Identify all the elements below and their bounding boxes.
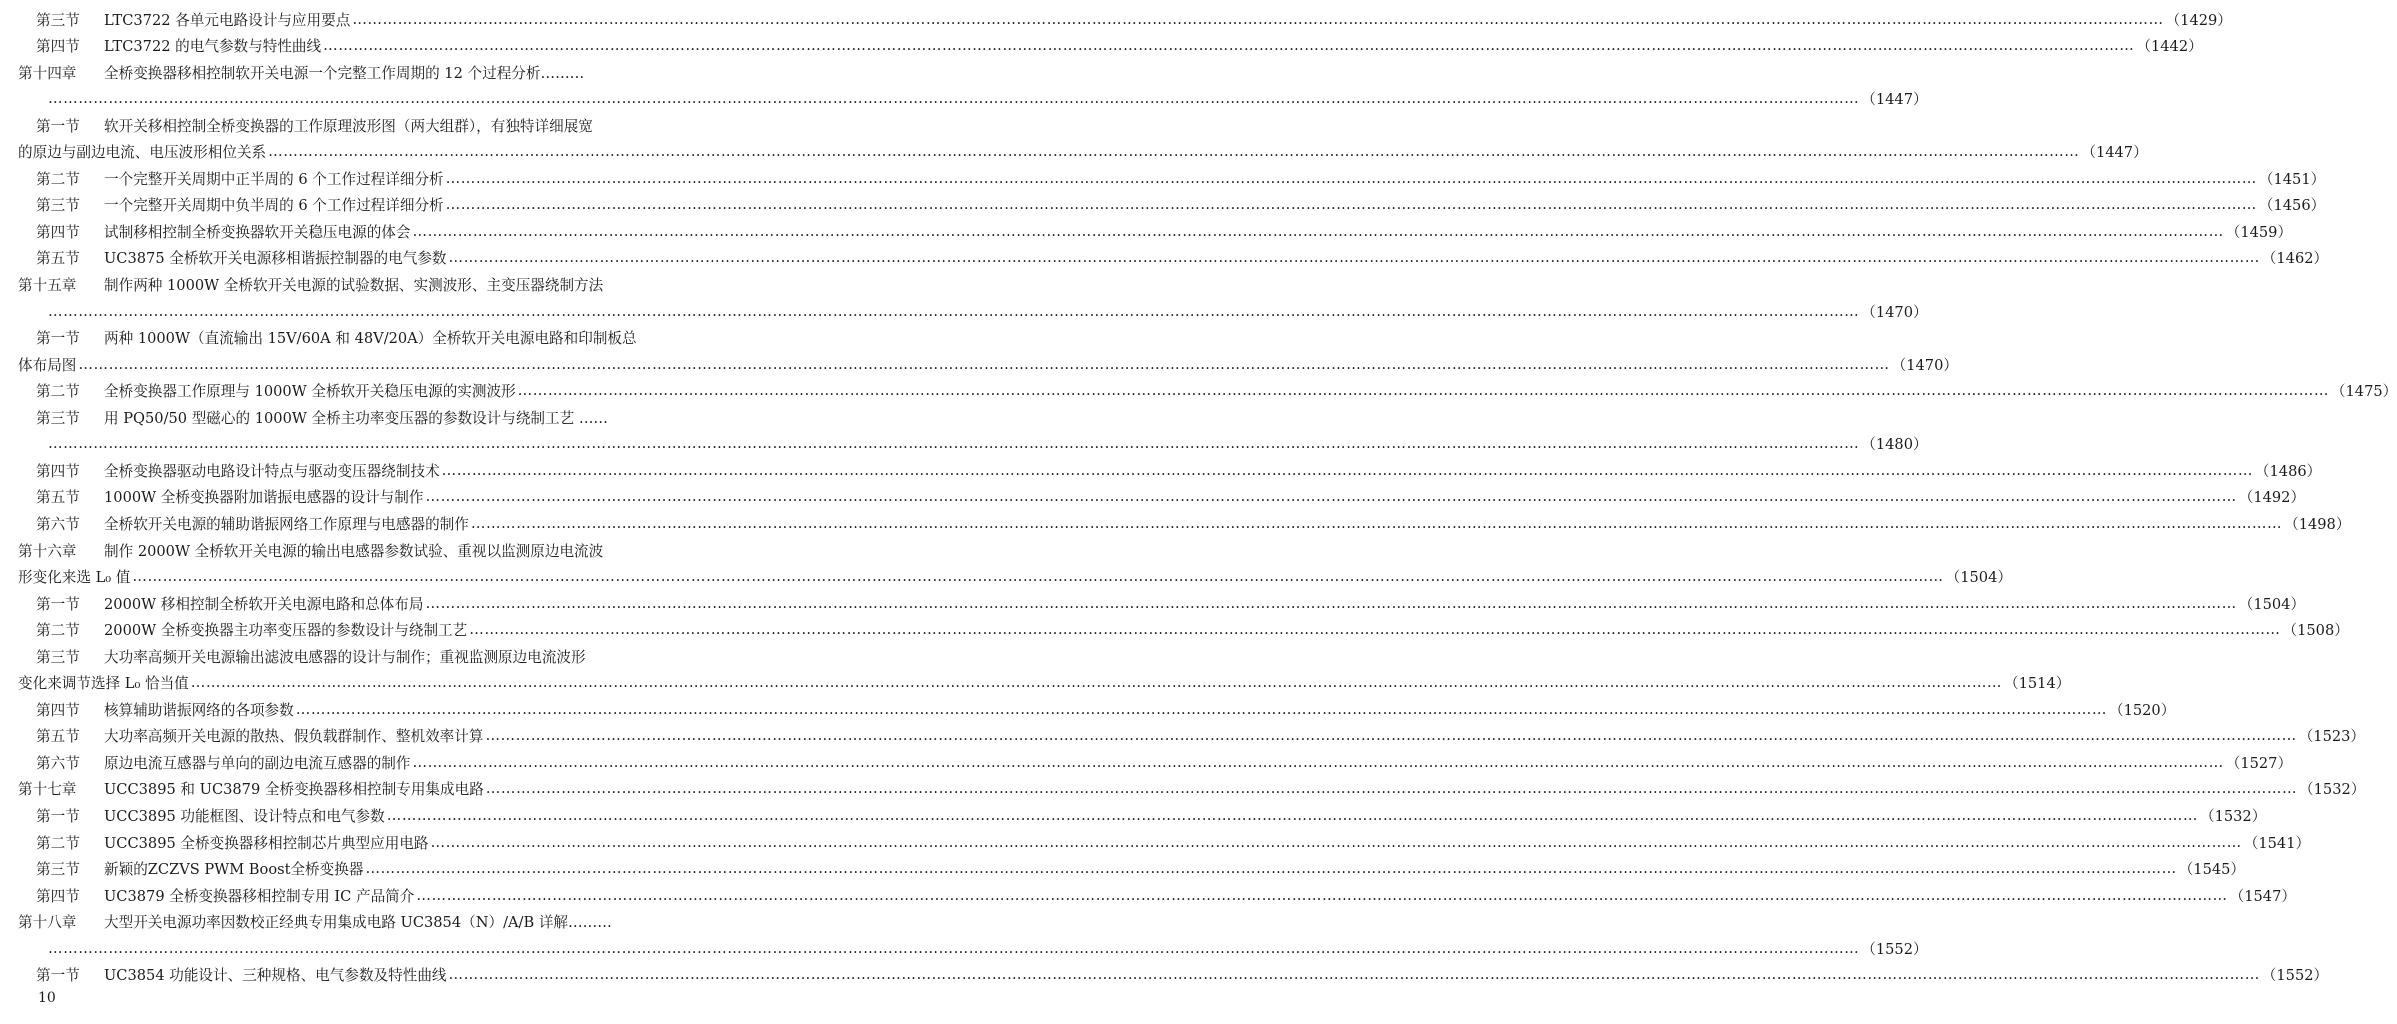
toc-chapter-entry [18,272,684,298]
toc-leader-dots: ……………………………………………………………………………………………………………………………………………………………………………………………………………………………………………………………………………………………………………………………… [425,488,2237,506]
toc-section-entry [36,192,2326,218]
toc-section-entry [36,617,2349,643]
toc-page-ref: （1552） [1861,940,1928,958]
toc-entry-title: UC3875 全桥软开关电源移相谐振控制器的电气参数 [104,250,447,268]
toc-page-ref: （1480） [1861,436,1928,454]
toc-leader-dots: ……………………………………………………………………………………………………………………………………………………………………………………………………………………………………………………………………………………………………………………………… [48,939,1860,957]
toc-entry-label: 第四节 [36,223,80,241]
toc-section-entry [36,829,2311,855]
toc-continuation-text: 形变化来选 L₀ 值 [18,569,131,587]
toc-continuation-line [18,139,2148,165]
toc-entry-title: UCC3895 和 UC3879 全桥变换器移相控制专用集成电路 [104,781,484,799]
toc-page-ref: （1547） [2229,887,2296,905]
toc-continuation-line [46,431,1928,457]
toc-leader-dots: ……………………………………………………………………………………………………………………………………………………………………………………………………………………………………………………………………………………………………………………………… [425,594,2237,612]
toc-entry-label: 第三节 [36,11,80,29]
toc-entry-title: 全桥变换器驱动电路设计特点与驱动变压器绕制技术 [104,462,440,480]
toc-section-entry [36,856,2246,882]
toc-section-entry [36,33,2203,59]
toc-entry-label: 第二节 [36,834,80,852]
toc-page-ref: （1504） [1945,569,2012,587]
toc-entry-label: 第四节 [36,701,80,719]
toc-leader-dots: ……………………………………………………………………………………………………………………………………………………………………………………………………………………………………………………………………………………………………………………………… [132,568,1944,586]
toc-page-ref: （1508） [2282,622,2349,640]
toc-entry-label: 第二节 [36,170,80,188]
toc-page-ref: （1462） [2261,250,2329,268]
toc-entry-title: 用 PQ50/50 型磁心的 1000W 全桥主功率变压器的参数设计与绕制工艺 …… [104,409,609,427]
toc-page-ref: （1545） [2178,861,2246,879]
toc-entry-title: 新颖的ZCZVS PWM Boost全桥变换器 [104,861,364,879]
toc-continuation-line [18,351,1958,377]
toc-entry-title: 全桥变换器移相控制软开关电源一个完整工作周期的 12 个过程分析……… [104,64,585,82]
toc-leader-dots: ……………………………………………………………………………………………………………………………………………………………………………………………………………………………………………………………………………………………………………………………… [430,833,2242,851]
toc-entry-title: 两种 1000W（直流输出 15V/60A 和 48V/20A）全桥软开关电源电路和印制板总 [104,330,637,348]
toc-entry-title: UCC3895 功能框图、设计特点和电气参数 [104,808,385,825]
toc-page-ref: （1523） [2298,728,2366,746]
toc-entry-label: 第五节 [36,250,80,268]
toc-leader-dots: ……………………………………………………………………………………………………………………………………………………………………………………………………………………………………………………………………………………………………………………………… [48,90,1860,108]
toc-page-ref: （1498） [2284,515,2351,533]
toc-entry-label: 第五节 [36,728,80,746]
toc-entry-label: 第一节 [36,595,80,613]
toc-section-entry [36,484,2306,510]
toc-entry-title: 1000W 全桥变换器附加谐振电感器的设计与制作 [104,489,424,507]
toc-page-ref: （1459） [2225,223,2293,241]
toc-entry-label: 第二节 [36,383,80,401]
toc-section-entry [36,643,684,669]
toc-entry-label: 第十六章 [18,542,77,560]
toc-entry-label: 第一节 [36,117,80,135]
toc-leader-dots: ……………………………………………………………………………………………………………………………………………………………………………………………………………………………………………………………………………………………………………………………… [448,249,2260,267]
toc-section-entry [36,803,2267,829]
toc-entry-title: 大功率高频开关电源输出滤波电感器的设计与制作；重视监测原边电流波形 [104,648,586,666]
toc-page-ref: （1532） [2299,781,2366,799]
toc-leader-dots: ……………………………………………………………………………………………………………………………………………………………………………………………………………………………………………………………………………………………………………………………… [485,727,2297,745]
toc-leader-dots: ……………………………………………………………………………………………………………………………………………………………………………………………………………………………………………………………………………………………………………………………… [441,461,2253,479]
toc-leader-dots: ……………………………………………………………………………………………………………………………………………………………………………………………………………………………………………………………………………………………………………………………… [445,196,2257,214]
toc-leader-dots: ……………………………………………………………………………………………………………………………………………………………………………………………………………………………………………………………………………………………………………………………… [412,222,2224,240]
toc-page-ref: （1475） [2330,383,2397,401]
toc-chapter-entry [18,537,684,563]
toc-entry-label: 第四节 [36,462,80,480]
toc-leader-dots: ……………………………………………………………………………………………………………………………………………………………………………………………………………………………………………………………………………………………………………………………… [323,37,2135,55]
toc-page-ref: （1429） [2165,11,2232,29]
toc-leader-dots: ……………………………………………………………………………………………………………………………………………………………………………………………………………………………………………………………………………………………………………………………… [78,355,1890,373]
toc-section-entry [36,723,2366,749]
toc-entry-label: 第四节 [36,887,80,905]
toc-page-ref: （1514） [2004,675,2071,693]
toc-page-ref: （1552） [2261,967,2329,985]
toc-leader-dots: ……………………………………………………………………………………………………………………………………………………………………………………………………………………………………………………………………………………………………………………………… [268,143,2080,161]
toc-entry-title: 试制移相控制全桥变换器软开关稳压电源的体会 [104,223,411,241]
toc-section-entry [36,378,2397,404]
toc-entry-label: 第一节 [36,967,80,985]
toc-page-ref: （1532） [2199,808,2267,825]
toc-leader-dots: ……………………………………………………………………………………………………………………………………………………………………………………………………………………………………………………………………………………………………………………………… [416,886,2228,904]
toc-chapter-entry [18,59,684,85]
toc-section-entry [36,325,684,351]
toc-section-entry [36,882,2296,908]
toc-continuation-line [18,670,2071,696]
toc-page-ref: （1504） [2238,595,2306,613]
toc-entry-title: 制作两种 1000W 全桥软开关电源的试验数据、实测波形、主变压器绕制方法 [104,277,604,294]
toc-page-ref: （1442） [2136,38,2203,56]
toc-page-ref: （1486） [2254,462,2322,480]
toc-section-entry [36,457,2322,483]
toc-entry-label: 第十八章 [18,914,77,932]
toc-leader-dots: ……………………………………………………………………………………………………………………………………………………………………………………………………………………………………………………………………………………………………………………………… [48,302,1860,320]
toc-chapter-entry [18,776,2366,802]
toc-leader-dots: ……………………………………………………………………………………………………………………………………………………………………………………………………………………………………………………………………………………………………………………………… [190,674,2003,692]
toc-section-entry [36,165,2326,191]
toc-entry-title: UC3879 全桥变换器移相控制专用 IC 产品简介 [104,887,415,905]
toc-continuation-line [46,935,1928,961]
toc-entry-title: 2000W 全桥变换器主功率变压器的参数设计与绕制工艺 [104,622,468,640]
toc-entry-label: 第六节 [36,754,80,772]
toc-entry-label: 第一节 [36,808,80,825]
toc-entry-title: UCC3895 全桥变换器移相控制芯片典型应用电路 [104,834,429,852]
toc-section-entry [36,962,2329,988]
toc-leader-dots: ……………………………………………………………………………………………………………………………………………………………………………………………………………………………………………………………………………………………………………………………… [365,860,2177,878]
toc-chapter-entry [18,909,684,935]
toc-continuation-line [46,298,1928,324]
toc-leader-dots: ……………………………………………………………………………………………………………………………………………………………………………………………………………………………………………………………………………………………………………………………… [517,382,2329,400]
toc-section-entry [36,112,684,138]
toc-section-entry [36,245,2329,271]
toc-continuation-text: 变化来调节选择 L₀ 恰当值 [18,675,189,693]
toc-entry-label: 第三节 [36,648,80,666]
toc-entry-label: 第五节 [36,489,80,507]
toc-page-ref: （1520） [2108,701,2176,719]
toc-page-ref: （1470） [1861,303,1928,321]
toc-entry-title: 2000W 移相控制全桥软开关电源电路和总体布局 [104,595,424,613]
toc-entry-title: 大型开关电源功率因数校正经典专用集成电路 UC3854（N）/A/B 详解……… [104,914,612,932]
toc-leader-dots: ……………………………………………………………………………………………………………………………………………………………………………………………………………………………………………………………………………………………………………………………… [445,169,2257,187]
toc-entry-title: 大功率高频开关电源的散热、假负载群制作、整机效率计算 [104,728,484,746]
toc-section-entry [36,510,2351,536]
toc-leader-dots: ……………………………………………………………………………………………………………………………………………………………………………………………………………………………………………………………………………………………………………………………… [295,700,2107,718]
toc-entry-title: 软开关移相控制全桥变换器的工作原理波形图（两大组群），有独特详细展宽 [104,117,593,135]
toc-entry-title: 核算辅助谐振网络的各项参数 [104,701,294,719]
toc-leader-dots: ……………………………………………………………………………………………………………………………………………………………………………………………………………………………………………………………………………………………………………………………… [470,514,2283,532]
toc-section-entry [36,696,2176,722]
toc-page-ref: （1447） [1861,91,1928,109]
toc-leader-dots: ……………………………………………………………………………………………………………………………………………………………………………………………………………………………………………………………………………………………………………………………… [386,807,2198,824]
toc-entry-title: 一个完整开关周期中正半周的 6 个工作过程详细分析 [104,170,444,188]
toc-entry-label: 第三节 [36,409,80,427]
toc-page-ref: （1470） [1891,356,1958,374]
toc-page-ref: （1541） [2243,834,2311,852]
toc-entry-title: 原边电流互感器与单向的副边电流互感器的制作 [104,754,411,772]
page-number: 10 [38,990,56,1006]
toc-page-ref: （1492） [2238,489,2306,507]
toc-entry-title: 全桥变换器工作原理与 1000W 全桥软开关稳压电源的实测波形 [104,383,516,401]
toc-entry-label: 第十四章 [18,64,77,82]
toc-entry-label: 第三节 [36,197,80,215]
toc-leader-dots: ……………………………………………………………………………………………………………………………………………………………………………………………………………………………………………………………………………………………………………………………… [448,966,2260,984]
toc-entry-label: 第一节 [36,330,80,348]
toc-section-entry [36,218,2293,244]
toc-leader-dots: ……………………………………………………………………………………………………………………………………………………………………………………………………………………………………………………………………………………………………………………………… [469,621,2281,639]
toc-entry-title: 制作 2000W 全桥软开关电源的输出电感器参数试验、重视以监测原边电流波 [104,542,604,560]
toc-continuation-line [18,564,2012,590]
toc-continuation-text: 体布局图 [18,356,77,374]
toc-page-ref: （1451） [2258,170,2326,188]
toc-continuation-text: 的原边与副边电流、电压波形相位关系 [18,144,267,162]
toc-entry-label: 第十七章 [18,781,77,799]
toc-leader-dots: ……………………………………………………………………………………………………………………………………………………………………………………………………………………………………………………………………………………………………………………………… [485,780,2298,798]
toc-entry-title: UC3854 功能设计、三种规格、电气参数及特性曲线 [104,967,447,985]
toc-entry-title: 一个完整开关周期中负半周的 6 个工作过程详细分析 [104,197,444,215]
toc-section-entry [36,6,2232,32]
toc-page-ref: （1527） [2225,754,2293,772]
toc-entry-label: 第十五章 [18,277,77,294]
toc-section-entry [36,749,2293,775]
toc-entry-title: LTC3722 各单元电路设计与应用要点 [104,11,351,29]
toc-entry-title: LTC3722 的电气参数与特性曲线 [104,38,322,56]
toc-leader-dots: ……………………………………………………………………………………………………………………………………………………………………………………………………………………………………………………………………………………………………………………………… [352,10,2164,28]
toc-entry-label: 第六节 [36,515,80,533]
toc-leader-dots: ……………………………………………………………………………………………………………………………………………………………………………………………………………………………………………………………………………………………………………………………… [412,753,2224,771]
toc-leader-dots: ……………………………………………………………………………………………………………………………………………………………………………………………………………………………………………………………………………………………………………………………… [48,435,1860,453]
toc-section-entry [36,404,684,430]
toc-page-ref: （1447） [2081,144,2148,162]
toc-continuation-line [46,86,1928,112]
toc-section-entry [36,590,2306,616]
toc-page-ref: （1456） [2258,197,2326,215]
toc-entry-label: 第三节 [36,861,80,879]
toc-entry-label: 第四节 [36,38,80,56]
toc-entry-title: 全桥软开关电源的辅助谐振网络工作原理与电感器的制作 [104,515,469,533]
toc-entry-label: 第二节 [36,622,80,640]
